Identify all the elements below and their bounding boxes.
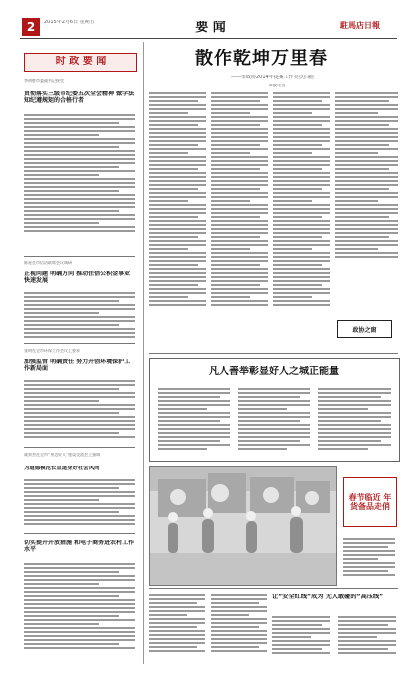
main-byline: 本报记者	[268, 84, 286, 88]
left-article-kicker: 陈星在市信访联席会议调研	[24, 261, 72, 265]
left-article-body	[24, 479, 135, 527]
left-article-1	[24, 79, 135, 254]
masthead	[0, 0, 415, 42]
left-article-body	[24, 563, 135, 659]
left-article-5	[24, 540, 135, 661]
main-headline: 散作乾坤万里春	[195, 49, 328, 69]
left-article-title: 贯彻落实三级市纪委五次全会精神 做学法知纪遵规矩的合格行者	[24, 91, 135, 104]
page-number-badge	[22, 18, 40, 36]
left-article-title: 为道德模范长宣道身好社会风尚	[24, 466, 100, 471]
bottom-left-body	[149, 594, 269, 662]
bottom-article-body	[272, 616, 397, 658]
page-number: 2	[26, 20, 36, 34]
left-article-kicker: 咸荣杰在全市“身边好人”座谈交流会上强调	[24, 453, 101, 457]
photo-caption-body	[343, 538, 395, 580]
left-article-body	[24, 114, 135, 250]
feature-headline: 凡人善举彰显好人之城正能量	[209, 366, 339, 377]
left-section-label: 时 政 要 闻	[55, 56, 107, 67]
main-tag	[337, 320, 392, 338]
bottom-article	[272, 594, 397, 662]
left-divider-1	[24, 256, 135, 257]
photo-illustration	[150, 467, 336, 585]
left-article-3	[24, 349, 135, 447]
main-tag-label: 政协之窗	[352, 326, 377, 334]
market-photo	[149, 466, 337, 586]
photo-label-box	[343, 477, 397, 527]
left-article-title: 加强监管 明确责任 努力开创环境保护工作新局面	[24, 359, 131, 372]
left-article-body	[24, 292, 135, 340]
main-article	[149, 44, 398, 352]
left-divider-4	[24, 533, 135, 534]
left-article-kicker: 李明胜市委副书记接受	[24, 79, 64, 83]
left-divider-2	[24, 343, 135, 344]
paper-name: 駐馬店日報	[340, 20, 380, 30]
feature-box	[149, 358, 400, 462]
left-article-4	[24, 453, 135, 531]
main-divider	[149, 353, 398, 354]
left-column-divider	[143, 42, 144, 664]
left-divider-3	[24, 447, 135, 448]
left-article-2	[24, 261, 135, 343]
section-title: 要 闻	[195, 21, 226, 35]
lower-divider	[149, 588, 398, 589]
left-article-title: 正视问题 明确方向 推动住信公积金事业快速发展	[24, 271, 131, 284]
left-article-body	[24, 380, 135, 442]
bottom-headline: 让“安全红线”成为 无人敢碰的“高压线”	[272, 594, 384, 600]
masthead-rule	[20, 38, 397, 39]
date-line: 2015年2月6日 星期五	[44, 20, 95, 25]
left-article-kicker: 张明在全市环保工作会议上要求	[24, 349, 80, 353]
feature-body	[158, 388, 391, 456]
photo-label: 春节临近 年货备品走俏	[348, 492, 392, 511]
left-section-label-box	[24, 53, 137, 72]
main-article-body	[149, 92, 398, 352]
main-subheadline: ——市政协2014年提案工作亮点扫描	[231, 75, 314, 80]
left-article-title: 切实提升开放措施 和电子商务进农村工作水平	[24, 540, 135, 553]
